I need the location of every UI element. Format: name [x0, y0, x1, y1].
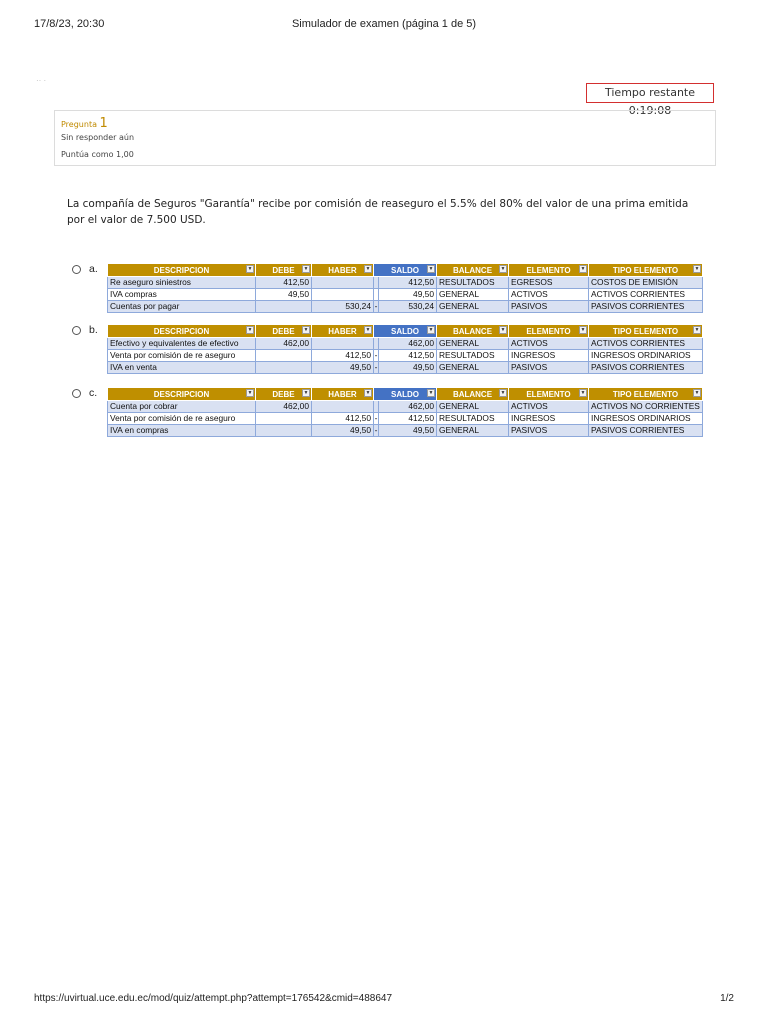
question-info: [54, 110, 716, 166]
cell-haber: 530,24: [312, 301, 374, 313]
accounting-table: [107, 387, 703, 437]
answer-label[interactable]: b.: [89, 324, 98, 336]
filter-dropdown-icon[interactable]: ▼: [694, 266, 700, 272]
cell-debe: 462,00: [256, 401, 312, 413]
table-row: [108, 289, 703, 301]
column-header-label: HABER: [328, 326, 357, 336]
column-header-label: ELEMENTO: [526, 389, 571, 399]
cell-mark: -: [374, 301, 378, 311]
cell-debe: 462,00: [256, 338, 312, 350]
page-marks: ·· ·: [36, 76, 47, 85]
print-footer: [34, 993, 734, 1007]
column-header-label: SALDO: [391, 389, 419, 399]
filter-dropdown-icon[interactable]: ▼: [694, 327, 700, 333]
cell-balance: RESULTADOS: [437, 277, 509, 289]
cell-tipo: ACTIVOS NO CORRIENTES: [589, 401, 703, 413]
cell-balance: GENERAL: [437, 362, 509, 374]
cell-descripcion: Cuenta por cobrar: [108, 401, 256, 413]
table-row: [108, 277, 703, 289]
question-label: Pregunta: [61, 120, 97, 129]
column-header-balance[interactable]: [437, 388, 509, 401]
filter-dropdown-icon[interactable]: ▼: [428, 327, 434, 333]
column-header-tipo-elemento[interactable]: [589, 264, 703, 277]
cell-elemento: ACTIVOS: [509, 401, 589, 413]
cell-saldo: 49,50: [379, 425, 437, 437]
cell-tipo: INGRESOS ORDINARIOS: [589, 413, 703, 425]
cell-haber: [312, 277, 374, 289]
cell-debe: [256, 413, 312, 425]
column-header-tipo-elemento[interactable]: [589, 388, 703, 401]
column-header-saldo[interactable]: [374, 388, 437, 401]
cell-haber: 412,50: [312, 350, 374, 362]
table-row: [108, 425, 703, 437]
cell-descripcion: IVA compras: [108, 289, 256, 301]
cell-saldo: 412,50: [379, 277, 437, 289]
cell-elemento: INGRESOS: [509, 350, 589, 362]
filter-dropdown-icon[interactable]: ▼: [580, 327, 586, 333]
cell-balance: GENERAL: [437, 401, 509, 413]
print-title: Simulador de examen (página 1 de 5): [291, 18, 477, 30]
answer-radio-c[interactable]: [72, 389, 81, 398]
cell-descripcion: Re aseguro siniestros: [108, 277, 256, 289]
answer-label[interactable]: a.: [89, 263, 98, 275]
column-header-label: BALANCE: [452, 265, 493, 275]
print-datetime: 17/8/23, 20:30: [34, 18, 105, 30]
cell-elemento: PASIVOS: [509, 362, 589, 374]
table-header-row: [108, 388, 703, 401]
print-header: [34, 18, 734, 32]
accounting-table: [107, 263, 703, 313]
cell-balance: GENERAL: [437, 289, 509, 301]
column-header-label: DEBE: [272, 389, 295, 399]
cell-saldo: 412,50: [379, 413, 437, 425]
cell-mark: -: [374, 425, 378, 435]
column-header-debe[interactable]: [256, 388, 312, 401]
table-row: [108, 401, 703, 413]
column-header-saldo[interactable]: [374, 264, 437, 277]
filter-dropdown-icon[interactable]: ▼: [694, 390, 700, 396]
cell-debe: [256, 362, 312, 374]
cell-elemento: INGRESOS: [509, 413, 589, 425]
table-row: [108, 301, 703, 313]
column-header-balance[interactable]: [437, 264, 509, 277]
column-header-descripcion[interactable]: [108, 264, 256, 277]
cell-tipo: COSTOS DE EMISIÓN: [589, 277, 703, 289]
column-header-label: ELEMENTO: [526, 265, 571, 275]
column-header-descripcion[interactable]: [108, 325, 256, 338]
column-header-descripcion[interactable]: [108, 388, 256, 401]
print-page: 1/2: [720, 993, 734, 1004]
cell-descripcion: Cuentas por pagar: [108, 301, 256, 313]
cell-tipo: PASIVOS CORRIENTES: [589, 362, 703, 374]
cell-mark: -: [374, 413, 378, 423]
table-row: [108, 362, 703, 374]
print-url: https://uvirtual.uce.edu.ec/mod/quiz/attempt.php?attempt=176542&cmid=488647: [34, 993, 393, 1004]
cell-haber: [312, 289, 374, 301]
cell-balance: GENERAL: [437, 338, 509, 350]
cell-haber: 412,50: [312, 413, 374, 425]
column-header-debe[interactable]: [256, 264, 312, 277]
question-text: La compañía de Seguros "Garantía" recibe por comisión de reaseguro el 5.5% del 80% del valor de una prima emitida por el valor de 7.500 USD.: [67, 198, 689, 226]
filter-dropdown-icon[interactable]: ▼: [428, 390, 434, 396]
cell-saldo: 462,00: [379, 401, 437, 413]
column-header-label: DESCRIPCION: [153, 389, 210, 399]
cell-debe: 49,50: [256, 289, 312, 301]
column-header-tipo-elemento[interactable]: [589, 325, 703, 338]
column-header-label: TIPO ELEMENTO: [612, 265, 679, 275]
table-row: [108, 338, 703, 350]
answer-radio-a[interactable]: [72, 265, 81, 274]
cell-elemento: ACTIVOS: [509, 338, 589, 350]
cell-tipo: PASIVOS CORRIENTES: [589, 425, 703, 437]
column-header-label: DEBE: [272, 265, 295, 275]
filter-dropdown-icon[interactable]: ▼: [500, 266, 506, 272]
question-number: [61, 116, 108, 131]
cell-balance: GENERAL: [437, 301, 509, 313]
column-header-label: TIPO ELEMENTO: [612, 389, 679, 399]
table-row: [108, 350, 703, 362]
question-grade: Puntúa como 1,00: [61, 150, 134, 159]
filter-dropdown-icon[interactable]: ▼: [247, 266, 253, 272]
cell-saldo: 49,50: [379, 289, 437, 301]
filter-dropdown-icon[interactable]: ▼: [500, 390, 506, 396]
filter-dropdown-icon[interactable]: ▼: [500, 327, 506, 333]
cell-elemento: EGRESOS: [509, 277, 589, 289]
cell-balance: RESULTADOS: [437, 413, 509, 425]
question-number-value: 1: [99, 116, 108, 131]
column-header-label: BALANCE: [452, 389, 493, 399]
cell-descripcion: Venta por comisión de re aseguro: [108, 350, 256, 362]
cell-mark: -: [374, 350, 378, 360]
timer-value: 0:19:08: [628, 104, 672, 117]
column-header-label: DESCRIPCION: [153, 265, 210, 275]
column-header-label: HABER: [328, 389, 357, 399]
column-header-label: DESCRIPCION: [153, 326, 210, 336]
filter-dropdown-icon[interactable]: ▼: [365, 266, 371, 272]
cell-saldo: 412,50: [379, 350, 437, 362]
cell-haber: [312, 338, 374, 350]
answer-radio-b[interactable]: [72, 326, 81, 335]
cell-haber: 49,50: [312, 362, 374, 374]
column-header-balance[interactable]: [437, 325, 509, 338]
filter-dropdown-icon[interactable]: ▼: [365, 327, 371, 333]
cell-descripcion: Efectivo y equivalentes de efectivo: [108, 338, 256, 350]
cell-elemento: PASIVOS: [509, 425, 589, 437]
column-header-elemento[interactable]: [509, 325, 589, 338]
cell-tipo: ACTIVOS CORRIENTES: [589, 289, 703, 301]
timer-label: Tiempo restante: [604, 86, 695, 99]
filter-dropdown-icon[interactable]: ▼: [428, 266, 434, 272]
cell-saldo: 530,24: [379, 301, 437, 313]
filter-dropdown-icon[interactable]: ▼: [247, 327, 253, 333]
column-header-elemento[interactable]: [509, 388, 589, 401]
cell-mark: -: [374, 362, 378, 372]
table-header-row: [108, 325, 703, 338]
cell-tipo: PASIVOS CORRIENTES: [589, 301, 703, 313]
cell-descripcion: IVA en venta: [108, 362, 256, 374]
column-header-saldo[interactable]: [374, 325, 437, 338]
filter-dropdown-icon[interactable]: ▼: [365, 390, 371, 396]
cell-haber: 49,50: [312, 425, 374, 437]
cell-elemento: PASIVOS: [509, 301, 589, 313]
accounting-table: [107, 324, 703, 374]
filter-dropdown-icon[interactable]: ▼: [303, 266, 309, 272]
column-header-haber[interactable]: [312, 388, 374, 401]
question-state: Sin responder aún: [61, 133, 135, 142]
column-header-label: SALDO: [391, 265, 419, 275]
cell-haber: [312, 401, 374, 413]
column-header-haber[interactable]: [312, 325, 374, 338]
table-header-row: [108, 264, 703, 277]
cell-debe: 412,50: [256, 277, 312, 289]
column-header-label: ELEMENTO: [526, 326, 571, 336]
cell-debe: [256, 350, 312, 362]
column-header-label: DEBE: [272, 326, 295, 336]
column-header-label: SALDO: [391, 326, 419, 336]
table-row: [108, 413, 703, 425]
cell-balance: GENERAL: [437, 425, 509, 437]
column-header-label: TIPO ELEMENTO: [612, 326, 679, 336]
filter-dropdown-icon[interactable]: ▼: [580, 266, 586, 272]
column-header-label: BALANCE: [452, 326, 493, 336]
cell-debe: [256, 301, 312, 313]
answer-label[interactable]: c.: [89, 387, 98, 399]
cell-tipo: ACTIVOS CORRIENTES: [589, 338, 703, 350]
filter-dropdown-icon[interactable]: ▼: [303, 390, 309, 396]
column-header-haber[interactable]: [312, 264, 374, 277]
column-header-elemento[interactable]: [509, 264, 589, 277]
column-header-label: HABER: [328, 265, 357, 275]
cell-descripcion: IVA en compras: [108, 425, 256, 437]
column-header-debe[interactable]: [256, 325, 312, 338]
cell-saldo: 462,00: [379, 338, 437, 350]
filter-dropdown-icon[interactable]: ▼: [303, 327, 309, 333]
cell-debe: [256, 425, 312, 437]
timer-box: [586, 83, 714, 117]
filter-dropdown-icon[interactable]: ▼: [580, 390, 586, 396]
cell-elemento: ACTIVOS: [509, 289, 589, 301]
cell-saldo: 49,50: [379, 362, 437, 374]
cell-descripcion: Venta por comisión de re aseguro: [108, 413, 256, 425]
filter-dropdown-icon[interactable]: ▼: [247, 390, 253, 396]
cell-tipo: INGRESOS ORDINARIOS: [589, 350, 703, 362]
cell-balance: RESULTADOS: [437, 350, 509, 362]
